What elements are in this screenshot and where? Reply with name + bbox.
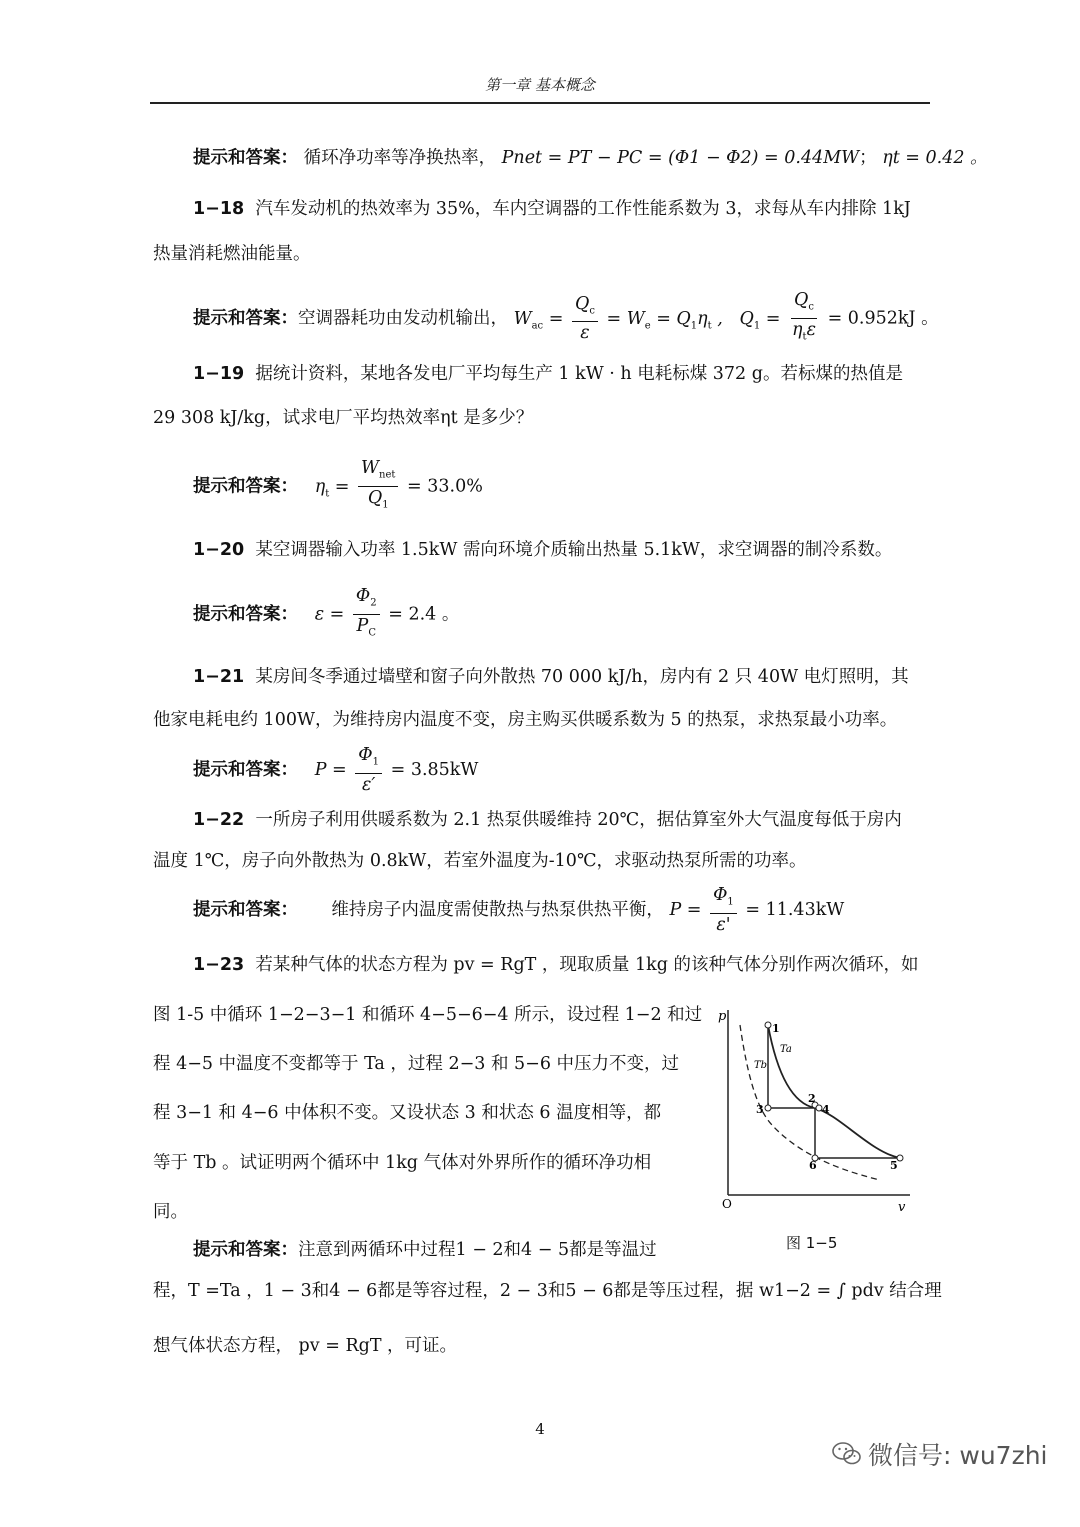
figure-1-5-pv-diagram — [700, 1000, 920, 1215]
origin-label: O — [722, 1197, 732, 1211]
question-1-21-line1: 1−21 某房间冬季通过墙壁和窗子向外散热 70 000 kJ/h，房内有 2 只 40W 电灯照明，其 — [193, 667, 909, 687]
state-4-label: 4 — [822, 1103, 830, 1116]
question-1-23-line6: 同。 — [153, 1202, 188, 1222]
wechat-icon — [832, 1441, 862, 1467]
state-1-label: 1 — [772, 1022, 780, 1035]
question-1-19-line1: 1−19 据统计资料，某地各发电厂平均每生产 1 kW · h 电耗标煤 372 g。若标煤的热值是 — [193, 364, 903, 384]
question-1-23-line5: 等于 Tb 。试证明两个循环中 1kg 气体对外界所作的循环净功相 — [153, 1153, 652, 1173]
watermark-text: 微信号: wu7zhi — [868, 1441, 1048, 1470]
question-1-23-line4: 程 3−1 和 4−6 中体积不变。又设状态 3 和状态 6 温度相等，都 — [153, 1103, 662, 1123]
answer-1-23-line2: 程，T =Ta ，1 − 3和4 − 6都是等容过程，2 − 3和5 − 6都是等压过程，据 w1−2 = ∫ pdv 结合理 — [153, 1281, 942, 1301]
page-header: 第一章 基本概念 — [150, 74, 930, 104]
label-Tb: Tb — [754, 1060, 768, 1071]
question-1-21-line2: 他家电耗电约 100W，为维持房内温度不变，房主购买供暖系数为 5 的热泵，求热泵最小功率。 — [153, 710, 898, 730]
question-1-18-line1: 1−18 汽车发动机的热效率为 35%，车内空调器的工作性能系数为 3，求每从车内排除 1kJ — [193, 199, 911, 219]
state-6-label: 6 — [809, 1159, 817, 1172]
axis-v-label: v — [898, 1200, 906, 1215]
question-1-23-line1: 1−23 若某种气体的状态方程为 pv = RgT ，现取质量 1kg 的该种气体分别作两次循环，如 — [193, 955, 919, 975]
answer-1-17: 提示和答案： 循环净功率等净换热率， Pnet = PT − PC = (Φ1 − Φ2) = 0.44MW； ηt = 0.42 。 — [193, 148, 988, 168]
question-1-23-line3: 程 4−5 中温度不变都等于 Ta ，过程 2−3 和 5−6 中压力不变，过 — [153, 1054, 680, 1074]
answer-1-23-line1: 提示和答案：注意到两循环中过程1 − 2和4 − 5都是等温过 — [193, 1240, 657, 1260]
state-2-label: 2 — [808, 1092, 816, 1105]
answer-1-22: 提示和答案： 维持房子内温度需使散热与热泵供热平衡， P = $\frac{\Phi_1}{\varepsilon'}$ = 11.43kW — [193, 885, 845, 935]
question-1-22-line1: 1−22 一所房子利用供暖系数为 2.1 热泵供暖维持 20℃，据估算室外大气温度每低于房内 — [193, 810, 902, 830]
state-3-label: 3 — [756, 1103, 764, 1116]
state-5-label: 5 — [890, 1159, 898, 1172]
question-1-23-line2: 图 1-5 中循环 1−2−3−1 和循环 4−5−6−4 所示，设过程 1−2 和过 — [153, 1005, 703, 1025]
answer-1-20: 提示和答案： ε = $\frac{\Phi_2}{P_C}$ = 2.4 。 — [193, 586, 460, 638]
wechat-watermark — [832, 1436, 1047, 1472]
page-number: 4 — [535, 1420, 545, 1438]
answer-1-18: 提示和答案：空调器耗功由发动机输出， $W_{ac}$ = $\frac{Q_c}{\varepsilon}$ = $W_e = Q_1\eta_t$ , $Q_1$ = $\frac{Q_c}{\eta_t\varepsilon}$ = 0.952kJ 。 — [193, 290, 939, 344]
state-3 — [765, 1105, 771, 1111]
answer-1-19: 提示和答案： $\eta_t$ = $\frac{W_{net}}{Q_1}$ = 33.0% — [193, 458, 483, 510]
axis-p-label: p — [718, 1009, 727, 1024]
question-1-22-line2: 温度 1℃，房子向外散热为 0.8kW，若室外温度为-10℃，求驱动热泵所需的功率。 — [153, 851, 807, 871]
figure-caption: 图 1−5 — [786, 1234, 838, 1252]
state-5 — [897, 1155, 903, 1161]
answer-1-21: 提示和答案： P = $\frac{\Phi_1}{\varepsilon'}$ = 3.85kW — [193, 745, 479, 795]
answer-1-23-line3: 想气体状态方程， pv = RgT ，可证。 — [153, 1336, 458, 1356]
state-1 — [765, 1022, 771, 1028]
question-1-19-line2: 29 308 kJ/kg，试求电厂平均热效率ηt 是多少？ — [153, 408, 534, 428]
question-1-20: 1−20 某空调器输入功率 1.5kW 需向环境介质输出热量 5.1kW，求空调器的制冷系数。 — [193, 540, 893, 560]
label-Ta: Ta — [780, 1044, 792, 1055]
question-1-18-line2: 热量消耗燃油能量。 — [153, 244, 311, 264]
